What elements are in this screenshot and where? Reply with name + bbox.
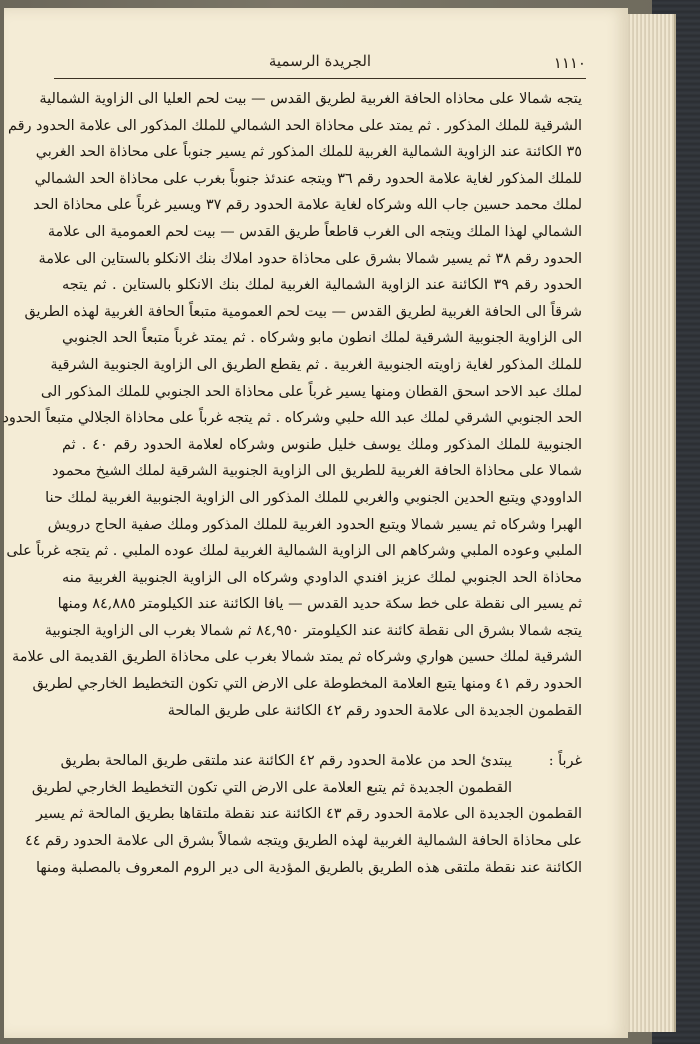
- page-edges: [626, 14, 676, 1032]
- text-line: الى الزاوية الجنوبية الشرقية لملك انطون مابو وشركاه . ثم يمتد غرباً متبعاً الحد الجنوبي: [62, 330, 582, 347]
- west-label: غرباً :: [548, 753, 582, 770]
- paragraph-2: [25, 801, 582, 881]
- text-line: شمالا على محاذاة الحافة الغربية للطريق الى الزاوية الجنوبية الشرقية لملك الشيخ محمود: [51, 463, 582, 480]
- running-title: الجريدة الرسمية: [268, 52, 372, 70]
- text-line: الشرقية للملك المذكور . ثم يمتد على محاذاة الحد الشمالي للملك المذكور الى علامة الحدود رقم: [8, 117, 582, 134]
- text-line: الحدود رقم ٣٨ ثم يسير شمالا بشرق على محاذاة حدود املاك بنك الانكلو بالستاين الى علامة: [38, 250, 582, 267]
- text-line: محاذاة الحد الجنوبي لملك عزيز افندي الداودي وشركاه الى الزاوية الجنوبية الغربية منه: [62, 569, 582, 586]
- text-line: لملك عبد الاحد اسحق القطان ومنها يسير غرباً على محاذاة الحد الجنوبي للملك المذكور الى: [40, 383, 582, 400]
- text-line: القطمون الجديدة الى علامة الحدود رقم ٤٣ الكائنة عند نقطة ملتقاها بطريق المالحة ثم يسير: [35, 806, 582, 823]
- page-number: ١١١٠: [553, 54, 586, 72]
- page-body: [2, 86, 583, 881]
- text-line: يتجه شمالا على محاذاه الحافة الغربية لطريق القدس — بيت لحم العليا الى الزاوية الشمالية: [39, 91, 582, 107]
- text-line: الكائنة عند نقطة ملتقى هذه الطريق بالطريق المؤدية الى دير الروم المعروف بالمصلبة ومنها: [35, 859, 582, 876]
- text-line: للملك المذكور لغاية علامة الحدود رقم ٣٦ ويتجه عندئذ جنوباً بغرب على محاذاة الحد الشمالي: [34, 170, 582, 187]
- text-line: لملك محمد حسين جاب الله وشركاه لغاية علامة الحدود رقم ٣٧ ويسير غرباً على محاذاة الحد: [33, 197, 582, 214]
- text-line: الشرقية لملك حسين هواري وشركاه ثم يمتد شمالا بغرب على محاذاة الطريق القديمة الى علامة: [12, 649, 582, 666]
- west-boundary-section: [31, 748, 582, 801]
- text-line: الهبرا وشركاه ثم يسير شمالا ويتبع الحدود الغربية للملك المذكور وملك صفية الحاج درويش: [47, 516, 582, 533]
- text-line: الحدود رقم ٣٩ الكائنة عند الزاوية الشمالية الغربية لملك بنك الانكلو بالستاين . ثم يتجه: [62, 277, 583, 294]
- text-line: شرقاً الى الحافة الغربية لطريق القدس — بيت لحم العمومية متبعاً الحافة الغربية لهذه الطريق: [24, 303, 582, 320]
- text-line: يبتدئ الحد من علامة الحدود رقم ٤٢ الكائنة عند ملتقى طريق المالحة بطريق: [60, 753, 512, 770]
- text-line: على محاذاة الحافة الشمالية الغربية لهذه الطريق ويتجه شمالاً بشرق الى علامة الحدود رقم ٤٤: [25, 833, 582, 850]
- text-line: القطمون الجديدة الى علامة الحدود رقم ٤٢ الكائنة على طريق المالحة: [167, 702, 582, 719]
- text-line: للملك المذكور لغاية زاويته الجنوبية الغربية . ثم يقطع الطريق الى الزاوية الجنوبية الشرقية: [50, 356, 582, 373]
- text-line: الداوودي ويتبع الحدين الجنوبي والغربي للملك المذكور الى الزاوية الجنوبية الغربية لملك حنا: [45, 489, 582, 506]
- text-line: يتجه شمالا بشرق الى نقطة كائنة عند الكيلومتر ٨٤,٩٥٠ ثم شمالا بغرب الى الزاوية الجنوبية: [44, 622, 582, 639]
- text-line: الجنوبية للملك المذكور وملك يوسف خليل طنوس وشركاه لعلامة الحدود رقم ٤٠ . ثم: [62, 436, 583, 453]
- paragraph-1: [2, 86, 583, 724]
- text-line: ٣٥ الكائنة عند الزاوية الشمالية الغربية للملك المذكور ثم يسير جنوباً على محاذاة الحد الغربي: [35, 144, 582, 161]
- text-line: القطمون الجديدة ثم يتبع العلامة على الارض التي تكون التخطيط الخارجي لطريق: [31, 779, 512, 796]
- text-line: ثم يسير الى نقطة على خط سكة حديد القدس — يافا الكائنة عند الكيلومتر ٨٤,٨٨٥ ومنها: [57, 596, 582, 613]
- section-gap: [62, 724, 582, 748]
- text-line: الملبي وعوده الملبي وشركاهم الى الزاوية الشمالية الغربية لملك عوده الملبي . ثم يتجه غرباً على: [6, 543, 582, 560]
- page-header: [54, 52, 586, 79]
- text-line: الشمالي لهذا الملك ويتجه الى الغرب قاطعاً طريق القدس — بيت لحم العمومية الى علامة: [47, 223, 582, 240]
- text-line: الحد الجنوبي الشرقي لملك عبد الله حلبي وشركاه . ثم يتجه غرباً على محاذاة الجلالي متبعاً الحدود: [2, 410, 582, 427]
- text-line: الحدود رقم ٤١ ومنها يتبع العلامة المخطوطة على الارض التي تكون التخطيط الخارجي لطريق: [32, 676, 582, 693]
